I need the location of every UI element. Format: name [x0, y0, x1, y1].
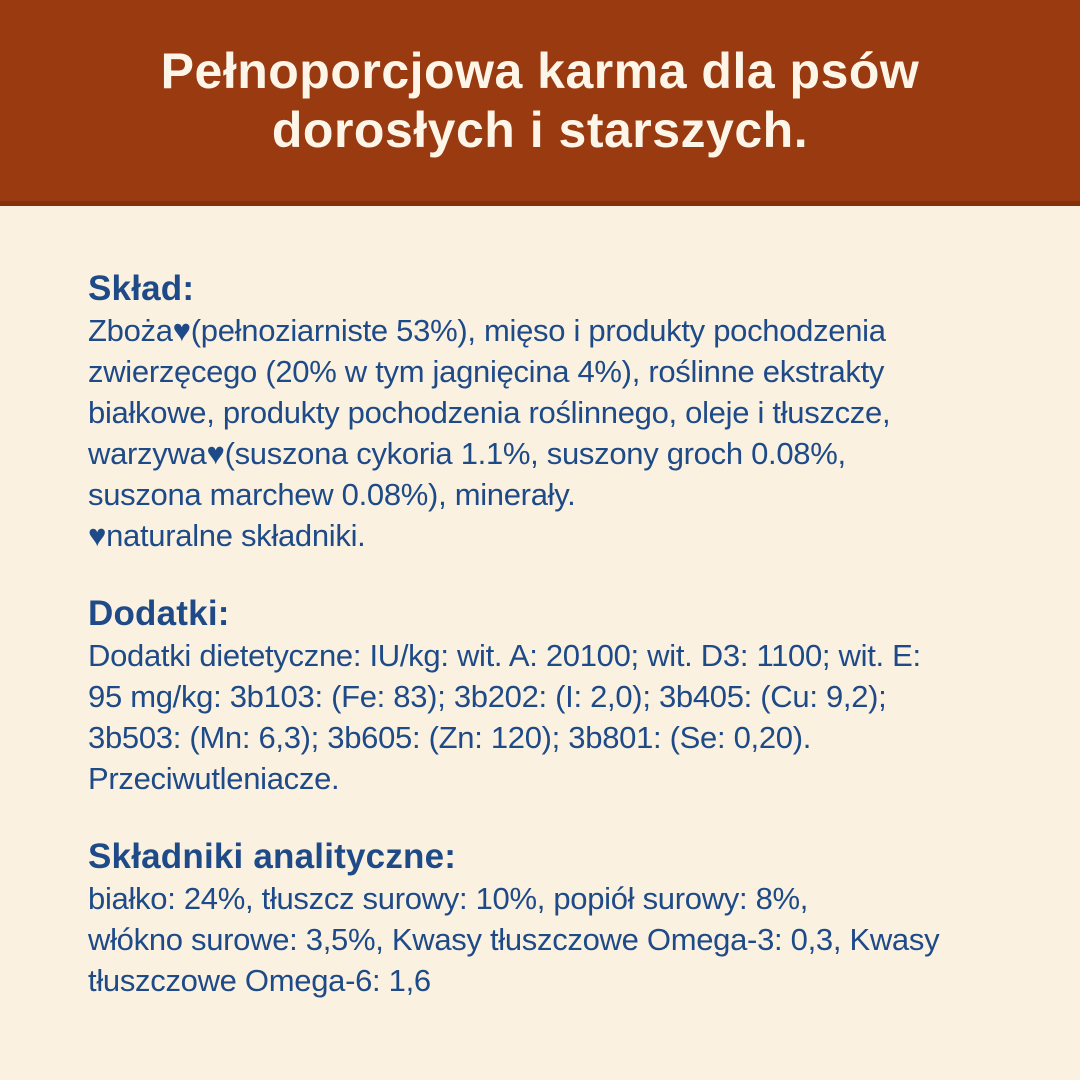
- dodatki-line: Przeciwutleniacze.: [88, 761, 340, 796]
- skladniki-analityczne-line: tłuszczowe Omega-6: 1,6: [88, 963, 431, 998]
- label-content: [0, 206, 1080, 1001]
- dodatki-line: 3b503: (Mn: 6,3); 3b605: (Zn: 120); 3b801: (Se: 0,20).: [88, 720, 812, 755]
- page-title-line-1: Pełnoporcjowa karma dla psów: [160, 43, 920, 99]
- sklad-line: białkowe, produkty pochodzenia roślinnego, oleje i tłuszcze,: [88, 395, 891, 430]
- page-title-line-2: dorosłych i starszych.: [271, 102, 809, 158]
- page-title: [0, 0, 1080, 160]
- sklad-heading: Skład:: [88, 269, 195, 308]
- dodatki-line: Dodatki dietetyczne: IU/kg: wit. A: 20100; wit. D3: 1100; wit. E:: [88, 638, 921, 673]
- sklad-line: suszona marchew 0.08%), minerały.: [88, 477, 576, 512]
- skladniki-analityczne-heading: Składniki analityczne:: [88, 837, 457, 876]
- section-sklad: [88, 268, 992, 556]
- section-skladniki-analityczne: [88, 836, 992, 1001]
- sklad-line: warzywa♥(suszona cykoria 1.1%, suszony groch 0.08%,: [88, 436, 846, 471]
- sklad-line: zwierzęcego (20% w tym jagnięcina 4%), roślinne ekstrakty: [88, 354, 885, 389]
- header-band: [0, 0, 1080, 206]
- skladniki-analityczne-line: włókno surowe: 3,5%, Kwasy tłuszczowe Omega-3: 0,3, Kwasy: [88, 922, 940, 957]
- sklad-footnote: ♥naturalne składniki.: [88, 518, 366, 553]
- section-dodatki: [88, 593, 992, 799]
- skladniki-analityczne-line: białko: 24%, tłuszcz surowy: 10%, popiół surowy: 8%,: [88, 881, 809, 916]
- dodatki-line: 95 mg/kg: 3b103: (Fe: 83); 3b202: (I: 2,0); 3b405: (Cu: 9,2);: [88, 679, 887, 714]
- dodatki-heading: Dodatki:: [88, 594, 230, 633]
- sklad-line: Zboża♥(pełnoziarniste 53%), mięso i produkty pochodzenia: [88, 313, 886, 348]
